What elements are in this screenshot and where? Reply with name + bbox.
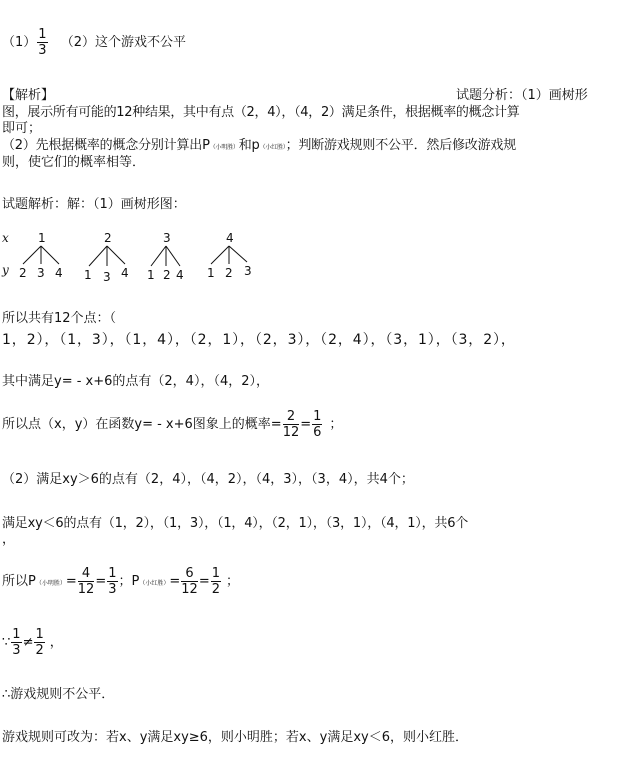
- fraction-numerator: 1: [313, 409, 322, 424]
- fraction-one-half: [34, 628, 44, 657]
- fraction-numerator: 1: [35, 627, 44, 642]
- xy-less-than-6-text: 满足xy＜6的点有（1，2），（1，3），（1，4），（2，1），（3，1），（4，1），共6个: [2, 516, 469, 531]
- answer-part2-label: （2）: [60, 35, 95, 50]
- tree-diagram: [0, 228, 270, 288]
- fraction-numerator: 6: [181, 567, 198, 582]
- equals-sign: =: [198, 574, 210, 589]
- equals-sign: =: [95, 574, 107, 589]
- tree-branch-line: [151, 246, 166, 266]
- tree-branch-line: [89, 246, 107, 266]
- answer-part1-fraction: [37, 28, 47, 57]
- fraction-numerator: 1: [211, 566, 220, 581]
- tree-leaf-node: 2: [163, 268, 171, 282]
- semicolon: ；: [226, 574, 240, 589]
- xy-greater-than-6-text: （2）满足xy＞6的点有（2，4），（4，2），（4，3），（3，4），共4个；: [2, 472, 414, 487]
- probability-fraction: [283, 410, 300, 439]
- fraction-denominator: 12: [77, 582, 95, 597]
- tree-x-axis-label: x: [2, 231, 9, 245]
- probability-fraction-simplified: [312, 410, 322, 439]
- fraction-denominator: 2: [35, 643, 44, 658]
- tree-top-node: 1: [38, 231, 46, 245]
- tree-leaf-node: 3: [244, 264, 252, 278]
- equals-sign: =: [65, 574, 77, 589]
- answer-line: [2, 28, 186, 57]
- subscript-xiaohong: （小红胜）: [139, 580, 170, 587]
- answer-part1-label: （1）: [2, 35, 37, 50]
- xiaohong-fraction-simplified: [211, 567, 221, 596]
- fraction-denominator: 12: [282, 425, 300, 440]
- tree-leaf-node: 1: [84, 268, 92, 282]
- answer-part2-text: 这个游戏不公平: [94, 35, 186, 50]
- fraction-numerator: 1: [38, 27, 47, 42]
- tree-branch-line: [166, 246, 180, 266]
- analysis-intro-part1: （1）画树形: [521, 88, 588, 103]
- fraction-denominator: 12: [181, 582, 198, 597]
- win-probabilities-line: [2, 567, 239, 596]
- subscript-xiaoming: （小明胜）: [35, 580, 66, 587]
- tree-branch-line: [229, 246, 247, 262]
- tree-leaf-node: 4: [121, 266, 129, 280]
- prob-mid: ；P: [118, 574, 140, 589]
- equals-sign: =: [300, 417, 312, 432]
- comma: ，: [49, 635, 63, 650]
- tree-branch-line: [23, 246, 41, 264]
- solution-heading: 试题解析：解：（1）画树形图：: [2, 197, 186, 212]
- fraction-numerator: 4: [78, 567, 95, 582]
- semicolon: ；: [329, 417, 343, 432]
- xiaoming-fraction-simplified: [107, 567, 117, 596]
- xiaohong-fraction: [181, 567, 198, 596]
- probability-line: [2, 410, 342, 439]
- analysis-intro-line3: 即可；: [2, 121, 42, 136]
- not-equal-sign: ≠: [22, 635, 34, 650]
- satisfy-line-text: 其中满足y= - x+6的点有（2，4），（4，2），: [2, 374, 269, 389]
- fraction-denominator: 3: [38, 43, 47, 58]
- tree-branch-line: [41, 246, 59, 264]
- fraction-denominator: 6: [313, 425, 322, 440]
- total-points-text: 所以共有12个点：（: [2, 311, 117, 326]
- tree-leaf-node: 4: [176, 268, 184, 282]
- tree-top-node: 4: [226, 231, 234, 245]
- tree-leaf-node: 1: [207, 266, 215, 280]
- fraction-one-third: [11, 628, 21, 657]
- not-equal-line: [2, 628, 63, 657]
- fraction-denominator: 2: [211, 582, 220, 597]
- tree-leaf-node: 2: [225, 266, 233, 280]
- conclusion-text: ∴游戏规则不公平．: [2, 687, 115, 702]
- tree-top-node: 3: [163, 231, 171, 245]
- fraction-numerator: 1: [108, 566, 117, 581]
- probability-prefix: 所以点（x，y）在函数y= - x+6图象上的概率=: [2, 417, 282, 432]
- analysis-part2-line2: 则，使它们的概率相等．: [2, 155, 146, 170]
- fraction-numerator: 2: [283, 410, 300, 425]
- rule-modification-text: 游戏规则可改为：若x、y满足xy≥6，则小明胜；若x、y满足xy＜6，则小红胜．: [2, 730, 468, 745]
- because-symbol: ∵: [2, 635, 11, 650]
- xiaoming-fraction: [78, 567, 95, 596]
- equals-sign: =: [169, 574, 181, 589]
- tree-leaf-node: 3: [37, 266, 45, 280]
- tree-leaf-node: 2: [19, 266, 27, 280]
- tree-top-node: 2: [104, 231, 112, 245]
- tree-branch-line: [107, 246, 125, 264]
- subscript-xiaoming: （小明胜）: [209, 144, 239, 151]
- tree-branch-line: [211, 246, 229, 264]
- prob-prefix: 所以P: [2, 574, 36, 589]
- fraction-denominator: 3: [12, 643, 21, 658]
- subscript-xiaohong: （小红胜）: [259, 144, 286, 151]
- analysis-part2-text-c: ；判断游戏规则不公平．然后修改游戏规: [285, 138, 517, 153]
- tree-y-axis-label: y: [2, 263, 9, 277]
- analysis-intro-line2: 图，展示所有可能的12种结果，其中有点（2，4），（4，2）满足条件，根据概率的概念计算: [2, 105, 520, 120]
- fraction-denominator: 3: [108, 582, 117, 597]
- tree-leaf-node: 4: [55, 266, 63, 280]
- tree-leaf-node: 1: [147, 268, 155, 282]
- xy-less-than-6-tail: ，: [2, 532, 16, 547]
- points-list: 1，2），（1，3），（1，4），（2，1），（2，3），（2，4），（3，1），（3，2），: [2, 332, 516, 348]
- tree-leaf-node: 3: [103, 270, 111, 284]
- analysis-part2-text-a: （2）先根据概率的概念分别计算出P: [2, 138, 210, 153]
- analysis-tag: 【解析】: [2, 88, 55, 103]
- analysis-part2-text-b: 和p: [238, 138, 260, 153]
- analysis-intro-label: 试题分析：: [456, 88, 522, 103]
- fraction-numerator: 1: [12, 627, 21, 642]
